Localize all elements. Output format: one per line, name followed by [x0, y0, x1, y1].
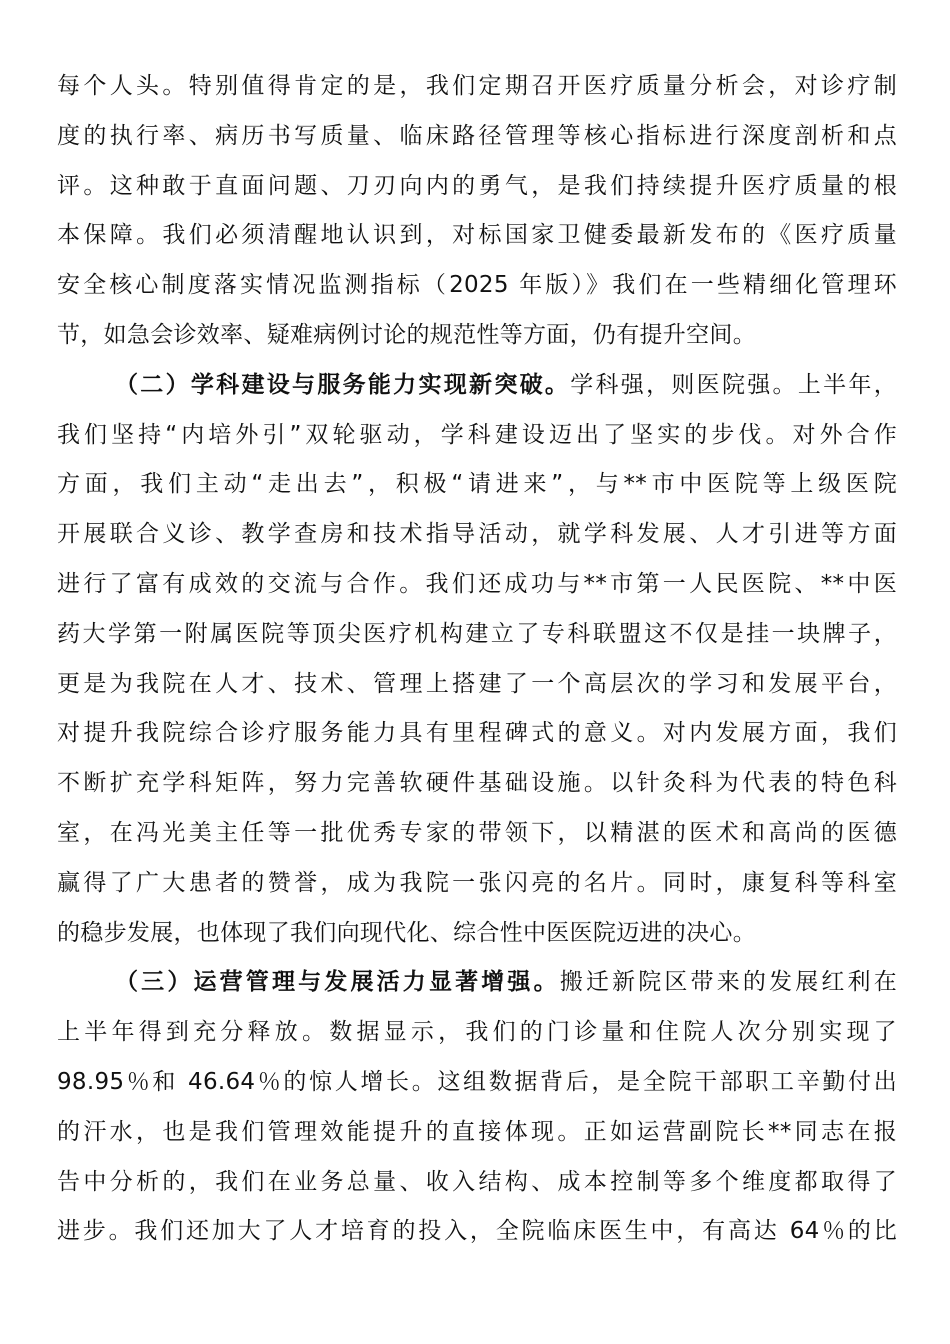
section-3-first-line — [57, 958, 897, 1008]
text-line: 评。这种敢于直面问题、刀刃向内的勇气，是我们持续提升医疗质量的根 — [57, 172, 897, 199]
text-line: 对提升我院综合诊疗服务能力具有里程碑式的意义。对内发展方面，我们 — [57, 720, 897, 747]
text-line: 度的执行率、病历书写质量、临床路径管理等核心指标进行深度剖析和点 — [57, 122, 897, 149]
section-2-heading: （二）学科建设与服务能力实现新突破。 — [115, 371, 571, 398]
section-3-lead-text: 搬迁新院区带来的发展红利在 — [559, 969, 897, 996]
text-line: 室，在冯光美主任等一批优秀专家的带领下，以精湛的医术和高尚的医德 — [57, 819, 897, 846]
text-line: 进步。我们还加大了人才培育的投入，全院临床医生中，有高达 64％的比 — [57, 1218, 897, 1245]
text-line: 进行了富有成效的交流与合作。我们还成功与**市第一人民医院、**中医 — [57, 570, 897, 597]
text-line: 的汗水，也是我们管理效能提升的直接体现。正如运营副院长**同志在报 — [57, 1118, 897, 1145]
text-line: 每个人头。特别值得肯定的是，我们定期召开医疗质量分析会，对诊疗制 — [57, 73, 897, 99]
section-3-heading: （三）运营管理与发展活力显著增强。 — [115, 969, 560, 996]
text-line: 不断扩充学科矩阵，努力完善软硬件基础设施。以针灸科为代表的特色科 — [57, 770, 897, 797]
section-2-lead-text: 学科强，则医院强。上半年， — [570, 371, 897, 398]
text-line: 本保障。我们必须清醒地认识到，对标国家卫健委最新发布的《医疗质量 — [57, 222, 897, 249]
text-line: 我们坚持“内培外引”双轮驱动，学科建设迈出了坚实的步伐。对外合作 — [57, 421, 897, 448]
text-line: 安全核心制度落实情况监测指标（2025 年版）》我们在一些精细化管理环 — [57, 272, 897, 299]
text-line: 告中分析的，我们在业务总量、收入结构、成本控制等多个维度都取得了 — [57, 1168, 897, 1195]
text-line: 方面，我们主动“走出去”，积极“请进来”，与**市中医院等上级医院 — [57, 471, 897, 498]
document-body — [57, 62, 897, 1257]
text-line: 更是为我院在人才、技术、管理上搭建了一个高层次的学习和发展平台， — [57, 670, 897, 697]
text-line: 赢得了广大患者的赞誉，成为我院一张闪亮的名片。同时，康复科等科室 — [57, 869, 897, 896]
text-line: 节，如急会诊效率、疑难病例讨论的规范性等方面，仍有提升空间。 — [57, 321, 756, 348]
text-line: 开展联合义诊、教学查房和技术指导活动，就学科发展、人才引进等方面 — [57, 521, 897, 548]
text-line: 的稳步发展，也体现了我们向现代化、综合性中医医院迈进的决心。 — [57, 919, 756, 946]
section-2-first-line — [57, 361, 897, 411]
text-line: 上半年得到充分释放。数据显示，我们的门诊量和住院人次分别实现了 — [57, 1019, 897, 1046]
text-line: 98.95％和 46.64％的惊人增长。这组数据背后，是全院干部职工辛勤付出 — [57, 1068, 897, 1095]
text-line: 药大学第一附属医院等顶尖医疗机构建立了专科联盟这不仅是挂一块牌子， — [57, 620, 897, 647]
